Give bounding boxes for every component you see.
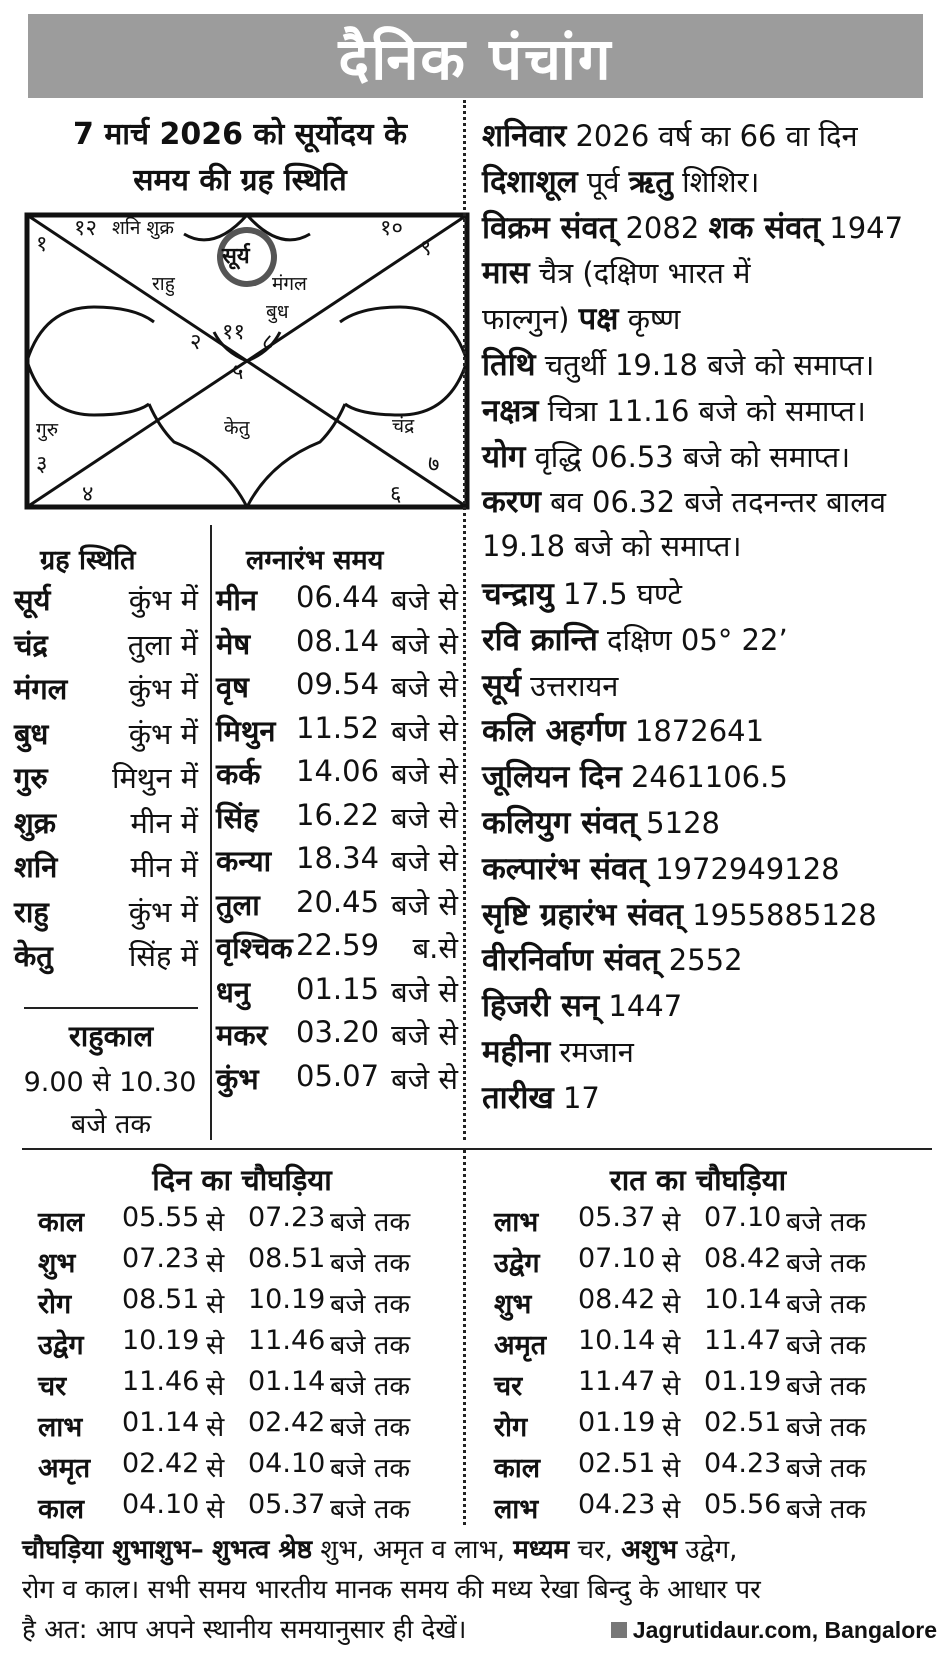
info-line [482, 938, 743, 980]
choghadiya-se: से [662, 1371, 681, 1402]
graha-name: शनि [14, 850, 58, 884]
footer-text-udveg: उद्वेग, [685, 1535, 738, 1565]
choghadiya-se: से [662, 1289, 681, 1320]
graha-sign: कुंभ में [128, 672, 198, 706]
choghadiya-from: 10.14 [578, 1325, 656, 1356]
lagna-name: मीन [216, 583, 257, 617]
choghadiya-se: से [662, 1494, 681, 1525]
house-number-11: ११ [222, 320, 245, 345]
info-line [482, 206, 903, 248]
planet-surya: सूर्य [222, 244, 250, 269]
choghadiya-from: 08.51 [122, 1284, 200, 1315]
info-label: विक्रम संवत् [482, 209, 617, 246]
planet-guru: गुरु [36, 419, 59, 441]
choghadiya-name: लाभ [494, 1494, 539, 1525]
info-label: शनिवार [482, 118, 567, 154]
choghadiya-to: 11.47 [704, 1325, 782, 1356]
house-number-5: ५ [232, 360, 244, 385]
info-value: चैत्र (दक्षिण भारत में [538, 256, 751, 291]
graha-name: सूर्य [14, 583, 51, 617]
lagna-suffix: ब.से [412, 931, 458, 965]
choghadiya-name: लाभ [494, 1207, 539, 1238]
choghadiya-name: उद्वेग [494, 1248, 540, 1279]
lagna-suffix: बजे से [391, 626, 458, 661]
choghadiya-se: से [206, 1207, 225, 1238]
choghadiya-se: से [206, 1371, 225, 1402]
choghadiya-tak: बजे तक [786, 1248, 867, 1279]
choghadiya-se: से [206, 1453, 225, 1484]
house-number-3: ३ [36, 452, 48, 477]
choghadiya-day-title: दिन का चौघड़िया [152, 1163, 332, 1197]
info-label: दिशाशूल [482, 163, 578, 200]
lagna-header: लग्नारंभ समय [246, 545, 384, 576]
choghadiya-from: 10.19 [122, 1325, 200, 1356]
lagna-name: मिथुन [216, 713, 276, 748]
info-value: पूर्व [586, 164, 620, 199]
graha-sign: मीन में [130, 850, 198, 884]
planet-mangal: मंगल [272, 273, 307, 295]
info-value: वृद्धि 06.53 बजे को समाप्त। [534, 439, 851, 474]
lagna-suffix: बजे से [391, 713, 458, 748]
info-value: 1955885128 [692, 897, 877, 932]
choghadiya-se: से [662, 1412, 681, 1443]
choghadiya-se: से [206, 1330, 225, 1361]
graha-sign: तुला में [127, 627, 198, 662]
page-title: दैनिक पंचांग [338, 24, 613, 93]
info-value: 5128 [646, 806, 720, 840]
choghadiya-tak: बजे तक [786, 1494, 867, 1525]
graha-name: चंद्र [14, 627, 48, 662]
choghadiya-tak: बजे तक [786, 1207, 867, 1238]
choghadiya-name: अमृत [494, 1330, 547, 1361]
planet-budh: बुध [266, 301, 289, 323]
footer [22, 1530, 937, 1650]
lagna-time: 01.15 [296, 971, 380, 1006]
info-label: महीना [482, 1034, 551, 1070]
chart-heading-line1: 7 मार्च 2026 को सूर्योदय के [73, 117, 407, 152]
planet-rahu: राहु [152, 273, 175, 295]
lagna-name: कन्या [216, 844, 272, 878]
info-value: उत्तरायन [530, 668, 619, 703]
lagna-name: धनु [216, 974, 250, 1009]
choghadiya-name: काल [38, 1494, 85, 1525]
info-value: रमजान [559, 1035, 634, 1069]
lagna-suffix: बजे से [391, 1018, 458, 1052]
choghadiya-from: 07.10 [578, 1243, 656, 1274]
info-label: सूर्य [482, 667, 521, 704]
lagna-time: 14.06 [296, 754, 380, 788]
choghadiya-divider [463, 1150, 466, 1525]
choghadiya-tak: बजे तक [330, 1289, 411, 1320]
info-line [482, 1076, 600, 1118]
graha-name: बुध [14, 716, 49, 751]
planet-chandra: चंद्र [392, 415, 415, 437]
choghadiya-name: रोग [38, 1289, 72, 1320]
chart-heading-line2: समय की ग्रह स्थिति [133, 163, 347, 198]
lagna-time: 11.52 [296, 710, 380, 745]
lagna-time: 06.44 [296, 580, 380, 614]
info-line [482, 114, 858, 156]
choghadiya-tak: बजे तक [330, 1494, 411, 1525]
house-number-6: ६ [390, 482, 402, 507]
house-number-1: १ [36, 232, 48, 257]
footer-credit-text: Jagrutidaur.com, Bangalore [632, 1617, 937, 1643]
choghadiya-from: 11.47 [578, 1366, 656, 1397]
info-line [482, 893, 877, 935]
graha-sign: सिंह में [128, 939, 198, 973]
info-line [482, 297, 680, 339]
info-line [482, 801, 720, 843]
choghadiya-tak: बजे तक [786, 1330, 867, 1361]
title-banner [28, 14, 923, 98]
choghadiya-from: 11.46 [122, 1366, 200, 1397]
lagna-time: 18.34 [296, 841, 380, 875]
lagna-suffix: बजे से [391, 670, 458, 704]
graha-sign: मीन में [130, 805, 198, 840]
footer-label-shubhatva: शुभत्व श्रेष्ठ [212, 1535, 313, 1565]
choghadiya-from: 05.37 [578, 1202, 656, 1233]
choghadiya-tak: बजे तक [786, 1453, 867, 1484]
choghadiya-from: 01.19 [578, 1407, 656, 1438]
info-value: 1447 [608, 989, 683, 1024]
info-label: योग [482, 438, 526, 475]
choghadiya-to: 10.14 [704, 1284, 782, 1315]
info-line [482, 664, 618, 706]
graha-name: मंगल [14, 672, 68, 706]
choghadiya-to: 08.51 [248, 1243, 326, 1274]
choghadiya-to: 05.56 [704, 1489, 782, 1520]
choghadiya-se: से [206, 1289, 225, 1320]
lagna-suffix: बजे से [391, 583, 458, 617]
info-value: चित्रा 11.16 बजे को समाप्त। [547, 393, 866, 428]
choghadiya-name: चर [38, 1371, 67, 1402]
info-value: 2026 वर्ष का 66 वा दिन [575, 119, 858, 153]
info-line [482, 435, 850, 477]
choghadiya-name: काल [494, 1453, 541, 1484]
rahukaal-title: राहुकाल [68, 1019, 154, 1053]
lagna-name: कर्क [216, 757, 261, 791]
house-number-4: ४ [82, 482, 94, 507]
choghadiya-name: रोग [494, 1412, 528, 1443]
info-label: तिथि [482, 347, 536, 383]
choghadiya-tak: बजे तक [330, 1207, 411, 1238]
info-line [482, 1030, 634, 1072]
info-value: फाल्गुन) [482, 302, 570, 337]
footer-text-char: चर, [577, 1535, 613, 1565]
choghadiya-se: से [206, 1248, 225, 1279]
choghadiya-tak: बजे तक [330, 1371, 411, 1402]
lagna-name: मकर [216, 1018, 268, 1052]
choghadiya-se: से [206, 1412, 225, 1443]
choghadiya-to: 10.19 [248, 1284, 326, 1315]
house-number-8: ८ [262, 330, 274, 355]
info-line [482, 480, 886, 522]
info-value: 2082 [625, 210, 700, 245]
info-label: कलि अहर्गण [482, 713, 626, 750]
choghadiya-se: से [662, 1248, 681, 1279]
choghadiya-to: 04.23 [704, 1448, 782, 1479]
lagna-time: 20.45 [296, 884, 380, 919]
info-line [482, 755, 788, 797]
info-value: 19.18 बजे को समाप्त। [482, 529, 742, 564]
footer-label-ashubh: अशुभ [621, 1535, 677, 1565]
choghadiya-to: 04.10 [248, 1448, 326, 1479]
house-number-12: १२ [74, 216, 97, 241]
choghadiya-se: से [206, 1494, 225, 1525]
lagna-suffix: बजे से [391, 974, 458, 1009]
graha-name: गुरु [14, 761, 48, 795]
info-label: रवि क्रान्ति [482, 621, 598, 658]
lagna-suffix: बजे से [391, 887, 458, 922]
info-line [482, 389, 866, 431]
graha-name: केतु [14, 939, 53, 973]
house-number-10: १० [380, 216, 403, 241]
info-line [482, 709, 764, 751]
choghadiya-to: 02.42 [248, 1407, 326, 1438]
info-label: करण [482, 484, 541, 521]
choghadiya-se: से [662, 1207, 681, 1238]
house-number-7: ७ [428, 452, 440, 477]
choghadiya-se: से [662, 1453, 681, 1484]
house-number-2: २ [190, 330, 202, 355]
graha-name: शुक्र [14, 805, 56, 840]
info-label: तारीख [482, 1079, 554, 1116]
lagna-time: 09.54 [296, 667, 380, 701]
choghadiya-tak: बजे तक [786, 1371, 867, 1402]
choghadiya-from: 02.51 [578, 1448, 656, 1479]
planet-shani-shukra: शनि शुक्र [112, 217, 174, 239]
footer-text-shubh: शुभ, अमृत व लाभ, [320, 1535, 505, 1565]
choghadiya-name: लाभ [38, 1412, 83, 1443]
choghadiya-to: 11.46 [248, 1325, 326, 1356]
lagna-time: 22.59 [296, 928, 380, 962]
choghadiya-tak: बजे तक [786, 1412, 867, 1443]
choghadiya-to: 01.14 [248, 1366, 326, 1397]
lagna-time: 03.20 [296, 1015, 380, 1049]
choghadiya-to: 07.10 [704, 1202, 782, 1233]
center-divider [463, 100, 466, 1140]
lagna-name: वृष [216, 670, 249, 704]
choghadiya-from: 04.10 [122, 1489, 200, 1520]
info-value: चतुर्थी 19.18 बजे को समाप्त। [544, 348, 875, 382]
lagna-suffix: बजे से [391, 800, 458, 835]
choghadiya-to: 02.51 [704, 1407, 782, 1438]
choghadiya-name: अमृत [38, 1453, 91, 1484]
footer-label-madhyam: मध्यम [513, 1535, 570, 1565]
lagna-time: 05.07 [296, 1058, 380, 1093]
choghadiya-to: 01.19 [704, 1366, 782, 1397]
choghadiya-from: 02.42 [122, 1448, 200, 1479]
info-line [482, 618, 788, 660]
graha-sign: कुंभ में [128, 894, 198, 929]
lagna-name: सिंह [216, 800, 259, 835]
graha-sthiti-header: ग्रह स्थिति [40, 545, 136, 576]
credit-square-icon [611, 1622, 627, 1638]
info-value: 17 [562, 1080, 600, 1115]
choghadiya-name: चर [494, 1371, 523, 1402]
footer-label-choghadiya: चौघड़िया शुभाशुभ– [22, 1535, 204, 1565]
info-line [482, 251, 750, 293]
choghadiya-from: 01.14 [122, 1407, 200, 1438]
graha-lagna-divider [210, 525, 212, 1140]
choghadiya-to: 05.37 [248, 1489, 326, 1520]
rahukaal-divider [24, 1007, 198, 1009]
choghadiya-name: काल [38, 1207, 85, 1238]
lagna-name: तुला [216, 887, 260, 922]
house-number-9: ९ [420, 236, 432, 261]
info-value: 1972949128 [655, 851, 840, 886]
choghadiya-tak: बजे तक [330, 1453, 411, 1484]
lagna-time: 16.22 [296, 797, 380, 832]
info-value: 2461106.5 [630, 760, 788, 795]
info-label: नक्षत्र [482, 392, 539, 429]
lagna-name: वृश्चिक [216, 931, 293, 965]
info-value2: कृष्ण [627, 302, 681, 337]
graha-sign: कुंभ में [128, 716, 198, 751]
graha-name: राहु [14, 894, 49, 929]
choghadiya-night-title: रात का चौघड़िया [609, 1163, 787, 1197]
info-line [482, 572, 682, 614]
info-label: वीरनिर्वाण संवत् [482, 942, 660, 979]
info-line [482, 160, 759, 202]
info-label2: शक संवत् [708, 209, 821, 246]
lagna-suffix: बजे से [391, 844, 458, 878]
choghadiya-from: 07.23 [122, 1243, 200, 1274]
info-value: 17.5 घण्टे [562, 577, 682, 611]
info-label2: पक्ष [578, 301, 619, 338]
info-label2: ऋतु [628, 163, 673, 200]
graha-sign: कुंभ में [128, 583, 198, 617]
choghadiya-name: शुभ [38, 1248, 76, 1279]
choghadiya-name: शुभ [494, 1289, 532, 1320]
info-label: चन्द्रायु [482, 576, 554, 612]
choghadiya-to: 08.42 [704, 1243, 782, 1274]
lagna-suffix: बजे से [391, 757, 458, 791]
footer-line3: है अत: आप अपने स्थानीय समयानुसार ही देखें। [22, 1615, 467, 1645]
choghadiya-from: 08.42 [578, 1284, 656, 1315]
info-value2: शिशिर। [682, 164, 760, 199]
info-value: दक्षिण 05° 22’ [607, 622, 788, 657]
choghadiya-from: 05.55 [122, 1202, 200, 1233]
lagna-time: 08.14 [296, 623, 380, 658]
info-label: मास [482, 255, 530, 292]
choghadiya-top-divider [22, 1148, 932, 1150]
choghadiya-from: 04.23 [578, 1489, 656, 1520]
info-value2: 1947 [829, 210, 904, 245]
info-value: 2552 [668, 943, 743, 978]
info-line [482, 847, 840, 889]
choghadiya-tak: बजे तक [330, 1330, 411, 1361]
rahukaal-time: 9.00 से 10.30 [23, 1067, 197, 1098]
choghadiya-tak: बजे तक [330, 1412, 411, 1443]
footer-credit [611, 1610, 937, 1650]
lagna-suffix: बजे से [391, 1061, 458, 1096]
info-label: हिजरी सन् [482, 988, 600, 1025]
lagna-name: कुंभ [216, 1061, 259, 1096]
planet-ketu: केतु [224, 417, 250, 439]
info-value: 1872641 [634, 714, 765, 749]
info-label: कल्पारंभ संवत् [482, 850, 646, 887]
choghadiya-to: 07.23 [248, 1202, 326, 1233]
choghadiya-tak: बजे तक [330, 1248, 411, 1279]
footer-line2: रोग व काल। सभी समय भारतीय मानक समय की मध्य रेखा बिन्दु के आधार पर [22, 1575, 761, 1605]
info-line [482, 526, 741, 565]
choghadiya-se: से [662, 1330, 681, 1361]
rahukaal-suffix: बजे तक [70, 1109, 152, 1140]
info-label: कलियुग संवत् [482, 805, 637, 841]
info-label: जूलियन दिन [482, 759, 622, 796]
lagna-name: मेष [216, 626, 251, 661]
choghadiya-name: उद्वेग [38, 1330, 84, 1361]
info-line [482, 343, 874, 385]
info-line [482, 984, 682, 1026]
info-value: बव 06.32 बजे तदनन्तर बालव [550, 485, 886, 520]
graha-sign: मिथुन में [111, 761, 198, 795]
info-label: सृष्टि ग्रहारंभ संवत् [482, 896, 683, 933]
choghadiya-tak: बजे तक [786, 1289, 867, 1320]
